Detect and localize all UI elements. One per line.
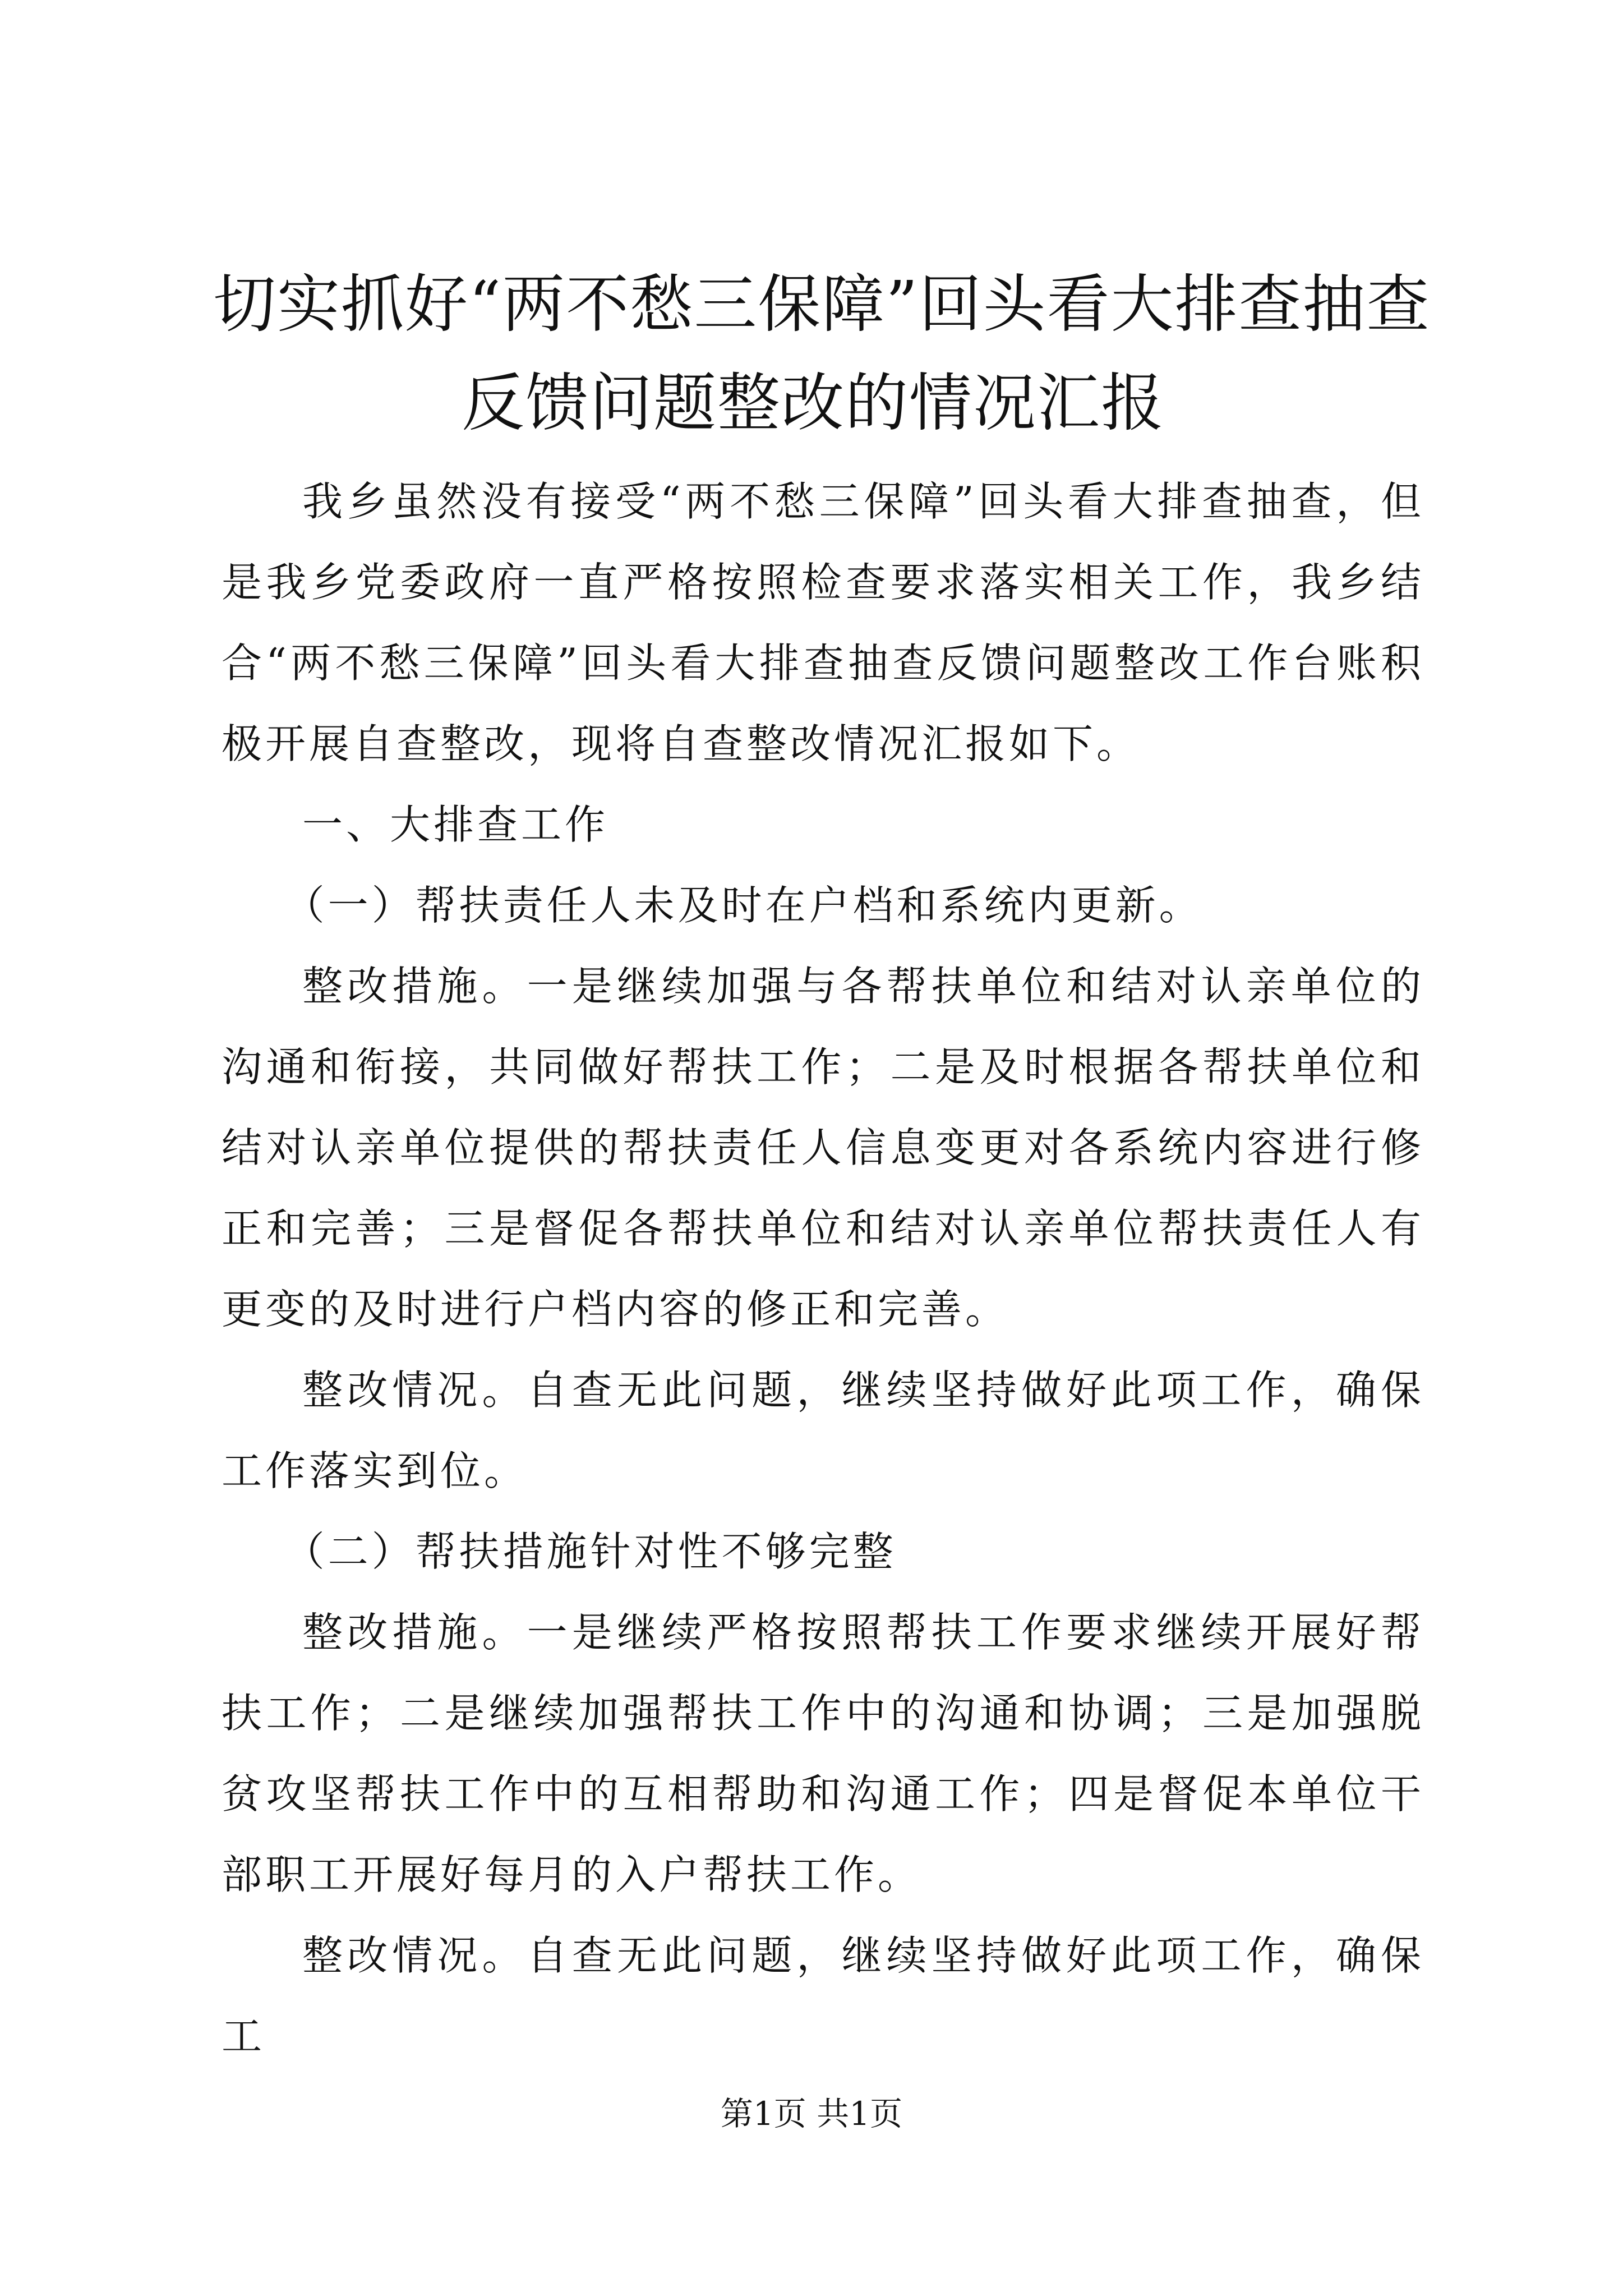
document-title [213,255,1431,453]
subsection-heading-2: （二）帮扶措施针对性不够完整 [284,1528,897,1575]
status-paragraph-1: 整改情况。自查无此问题，继续坚持做好此项工作，确保工作落实到位。 [222,1366,1424,1494]
intro-paragraph: 我乡虽然没有接受“两不愁三保障”回头看大排查抽查，但是我乡党委政府一直严格按照检查要求落实相关工作，我乡结合“两不愁三保障”回头看大排查抽查反馈问题整改工作台账积极开展自查整改，现将自查整改情况汇报如下。 [222,478,1424,767]
measures-paragraph-1: 整改措施。一是继续加强与各帮扶单位和结对认亲单位的沟通和衔接，共同做好帮扶工作；二是及时根据各帮扶单位和结对认亲单位提供的帮扶责任人信息变更对各系统内容进行修正和完善；三是督促各帮扶单位和结对认亲单位帮扶责任人有更变的及时进行户档内容的修正和完善。 [222,963,1424,1333]
title-line-2: 反馈问题整改的情况汇报 [462,367,1165,440]
document-body [222,461,1424,2077]
title-line-1: 切实抓好“两不愁三保障”回头看大排查抽查 [213,268,1431,341]
subsection-heading-1: （一）帮扶责任人未及时在户档和系统内更新。 [284,882,1203,929]
status-paragraph-2: 整改情况。自查无此问题，继续坚持做好此项工作，确保工 [222,1932,1424,2060]
page-footer: 第1页 共1页 [720,2095,903,2133]
measures-paragraph-2: 整改措施。一是继续严格按照帮扶工作要求继续开展好帮扶工作；二是继续加强帮扶工作中的沟通和协调；三是加强脱贫攻坚帮扶工作中的互相帮助和沟通工作；四是督促本单位干部职工开展好每月的入户帮扶工作。 [222,1609,1424,1898]
section-heading-1: 一、大排查工作 [302,801,609,848]
